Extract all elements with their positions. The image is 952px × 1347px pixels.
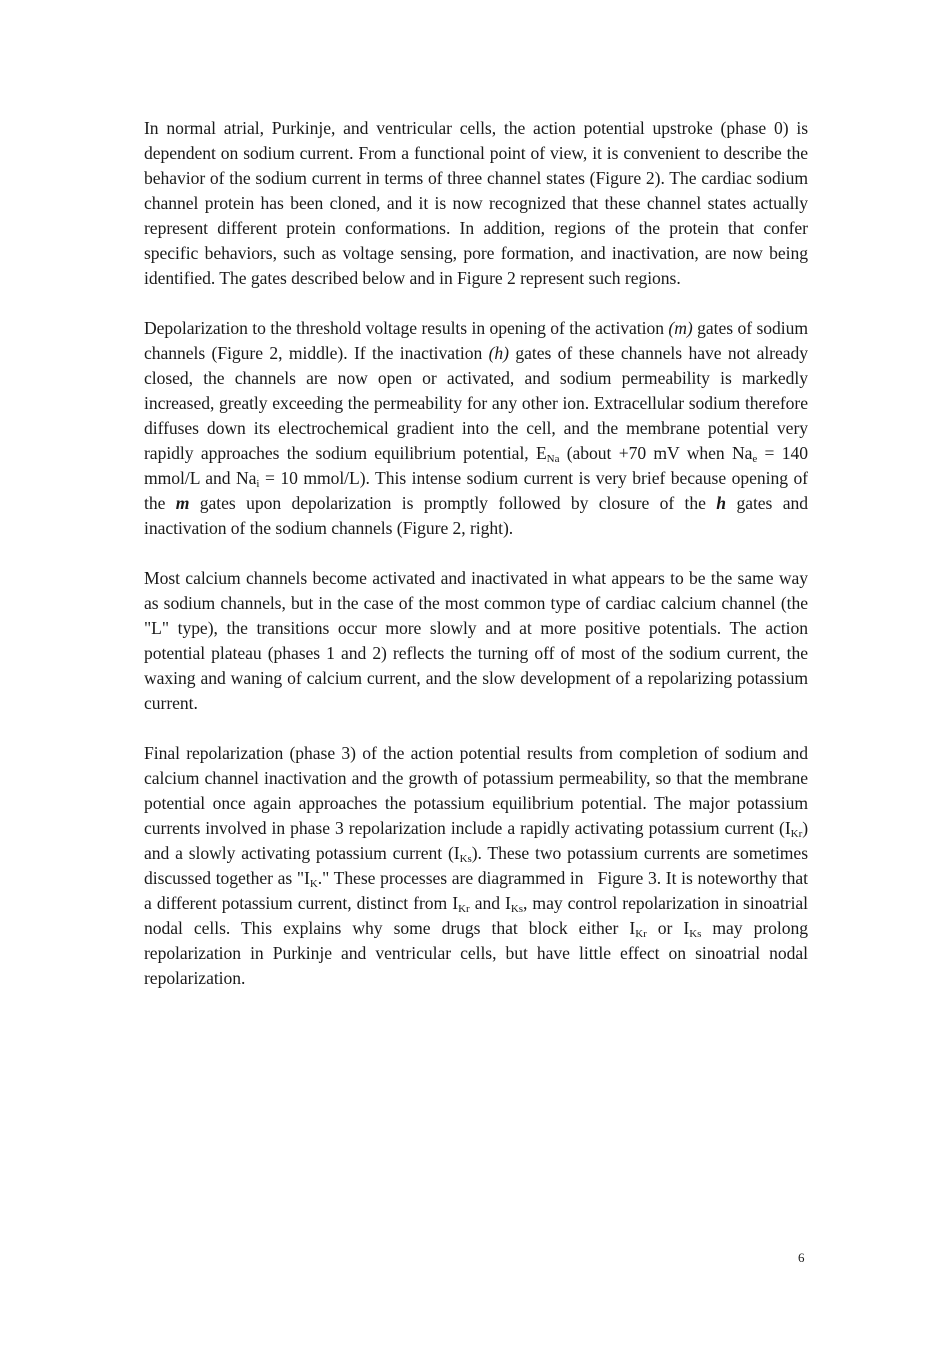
subscript: K [309, 878, 318, 890]
text-run: = 140 mmol/L and Na [144, 443, 808, 488]
text-run: gates and inactivation of the sodium channels (Figure 2, right). [144, 493, 808, 538]
text-run: ." These processes are diagrammed in Figure 3. It is noteworthy that a different potassium current, distinct from I [144, 868, 808, 913]
subscript: i [256, 478, 260, 490]
text-run: or I [646, 918, 690, 938]
subscript: Kr [458, 903, 470, 915]
text-run: gates upon depolarization is promptly followed by closure of the [189, 493, 717, 513]
m-gate-symbol: m [175, 493, 190, 513]
text-run: Depolarization to the threshold voltage results in opening of the activation [144, 318, 669, 338]
text-run: = 10 mmol/L). This intense sodium current is very brief because opening of the [144, 468, 808, 513]
subscript: Kr [635, 928, 647, 940]
inactivation-gate-symbol: (h) [488, 343, 509, 363]
paragraph-depolarization [144, 316, 808, 541]
text-run: may prolong repolarization in Purkinje and ventricular cells, but have little effect on sinoatrial nodal repolarization. [144, 918, 808, 988]
subscript: Ks [459, 853, 472, 865]
subscript: Na [546, 453, 560, 465]
h-gate-symbol: h [716, 493, 727, 513]
subscript: Ks [689, 928, 702, 940]
page-number: 6 [798, 1250, 805, 1265]
text-run: gates of sodium channels (Figure 2, middle). If the inactivation [144, 318, 808, 363]
text-run: ) and a slowly activating potassium current (I [144, 818, 808, 863]
document-body [144, 116, 808, 991]
activation-gate-symbol: (m) [668, 318, 693, 338]
subscript: e [752, 453, 758, 465]
text-run: gates of these channels have not already closed, the channels are now open or activated, and sodium permeability is markedly increased, greatly exceeding the permeability for any other ion. Extracellular sodium therefore diffuses down its electrochemical gradient into the cell, and the membrane potential very rapidly approaches the sodium equilibrium potential, E [144, 343, 808, 463]
paragraph-sodium-current: In normal atrial, Purkinje, and ventricular cells, the action potential upstroke (phase 0) is dependent on sodium current. From a functional point of view, it is convenient to describe the behavior of the sodium current in terms of three channel states (Figure 2). The cardiac sodium channel protein has been cloned, and it is now recognized that these channel states actually represent different protein conformations. In addition, regions of the protein that confer specific behaviors, such as voltage sensing, pore formation, and inactivation, are now being identified. The gates described below and in Figure 2 represent such regions. [144, 118, 808, 288]
subscript: Kr [790, 828, 803, 840]
paragraph-repolarization [144, 741, 808, 991]
text-run: , may control repolarization in sinoatrial nodal cells. This explains why some drugs that block either I [144, 893, 808, 938]
subscript: Ks [510, 903, 523, 915]
text-run: (about +70 mV when Na [559, 443, 753, 463]
paragraph-calcium-channels: Most calcium channels become activated and inactivated in what appears to be the same way as sodium channels, but in the case of the most common type of cardiac calcium channel (the "L" type), the transitions occur more slowly and at more positive potentials. The action potential plateau (phases 1 and 2) reflects the turning off of most of the sodium current, the waxing and waning of calcium current, and the slow development of a repolarizing potassium current. [144, 568, 808, 713]
text-run: Final repolarization (phase 3) of the action potential results from completion of sodium and calcium channel inactivation and the growth of potassium permeability, so that the membrane potential once again approaches the potassium equilibrium potential. The major potassium currents involved in phase 3 repolarization include a rapidly activating potassium current (I [144, 743, 808, 838]
text-run: and I [469, 893, 511, 913]
text-run: ). These two potassium currents are sometimes discussed together as "I [144, 843, 808, 888]
